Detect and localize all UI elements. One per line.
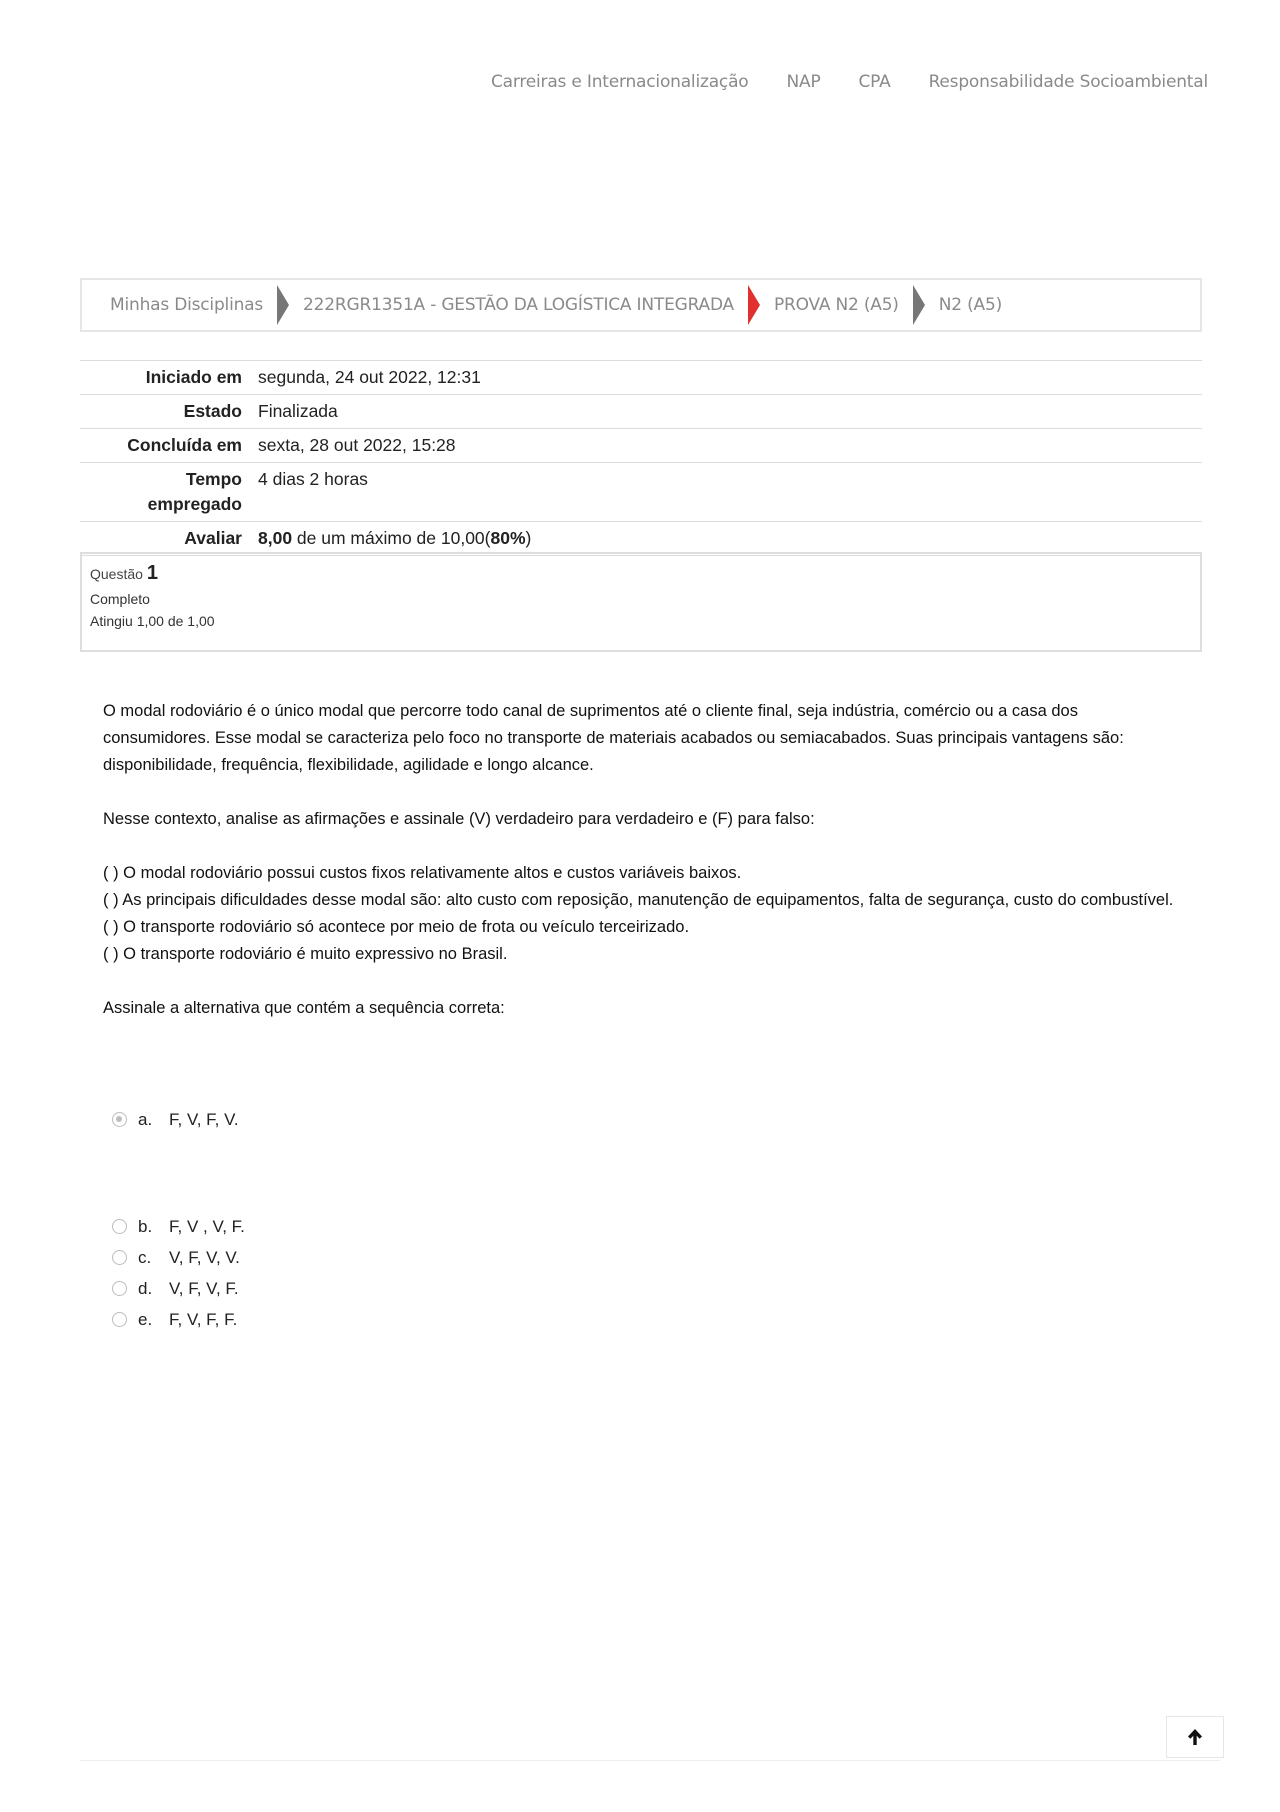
answer-text: V, F, V, F.	[169, 1278, 239, 1298]
answer-option-c[interactable]	[112, 1242, 245, 1273]
grade-score: 8,00	[258, 528, 293, 548]
grade-middle: de um máximo de 10,00(	[292, 528, 491, 548]
summary-value: sexta, 28 out 2022, 15:28	[250, 429, 1202, 463]
answer-option-e[interactable]	[112, 1304, 245, 1335]
answer-text: F, V, F, V.	[169, 1109, 239, 1129]
summary-label-line: empregado	[147, 494, 242, 514]
attempt-summary-table	[80, 360, 1202, 556]
question-status: Completo	[90, 591, 150, 607]
question-number	[90, 562, 1192, 585]
radio-unchecked-icon[interactable]	[112, 1219, 127, 1234]
answer-letter: c.	[138, 1247, 152, 1267]
summary-row-started	[80, 361, 1202, 395]
question-statements	[103, 860, 1183, 968]
summary-label	[80, 463, 250, 522]
breadcrumb-item-minhas-disciplinas[interactable]: Minhas Disciplinas	[110, 295, 264, 315]
question-text	[103, 698, 1183, 1049]
radio-checked-icon[interactable]	[112, 1112, 127, 1127]
statement-item: ( ) O transporte rodoviário é muito expressivo no Brasil.	[103, 945, 508, 963]
answer-option-d[interactable]	[112, 1273, 245, 1304]
summary-row-grade	[80, 522, 1202, 556]
question-intro: O modal rodoviário é o único modal que percorre todo canal de suprimentos até o cliente final, seja indústria, comércio ou a casa dos consumidores. Esse modal se caracteriza pelo foco no transporte de materiais acabados ou semiacabados. Suas principais vantagens são: disponibilidade, frequência, flexibilidade, agilidade e longo alcance.	[103, 702, 1124, 774]
nav-link-responsabilidade[interactable]: Responsabilidade Socioambiental	[928, 72, 1208, 92]
answer-letter: e.	[138, 1309, 153, 1329]
breadcrumb-separator-icon	[277, 285, 289, 325]
summary-value: Finalizada	[250, 395, 1202, 429]
arrow-up-icon	[1187, 1728, 1203, 1746]
summary-value: 4 dias 2 horas	[250, 463, 1202, 522]
statement-item: ( ) O transporte rodoviário só acontece por meio de frota ou veículo terceirizado.	[103, 918, 690, 936]
answer-option-b[interactable]	[112, 1211, 245, 1242]
question-info-box	[80, 552, 1202, 652]
radio-unchecked-icon[interactable]	[112, 1312, 127, 1327]
answer-letter: a.	[138, 1109, 153, 1129]
summary-label: Concluída em	[80, 429, 250, 463]
summary-row-time	[80, 463, 1202, 522]
answer-letter: d.	[138, 1278, 153, 1298]
question-mark: Atingiu 1,00 de 1,00	[90, 613, 215, 629]
answer-text: V, F, V, V.	[169, 1247, 240, 1267]
radio-unchecked-icon[interactable]	[112, 1281, 127, 1296]
summary-label: Avaliar	[80, 522, 250, 556]
summary-row-state	[80, 395, 1202, 429]
breadcrumb-item-exam[interactable]: PROVA N2 (A5)	[773, 295, 899, 315]
answer-row[interactable]	[112, 1104, 239, 1135]
back-to-top-button[interactable]	[1166, 1716, 1224, 1758]
summary-row-completed	[80, 429, 1202, 463]
nav-link-carreiras[interactable]: Carreiras e Internacionalização	[490, 72, 749, 92]
question-prefix: Questão	[90, 566, 143, 582]
question-prompt: Assinale a alternativa que contém a sequência correta:	[103, 999, 505, 1017]
nav-link-cpa[interactable]: CPA	[858, 72, 891, 92]
answer-text: F, V , V, F.	[169, 1216, 245, 1236]
breadcrumb-separator-icon	[748, 285, 760, 325]
summary-value: segunda, 24 out 2022, 12:31	[250, 361, 1202, 395]
grade-end: )	[525, 528, 532, 548]
summary-label-line: Tempo	[185, 469, 242, 489]
breadcrumb	[80, 278, 1202, 332]
nav-link-nap[interactable]: NAP	[786, 72, 821, 92]
summary-label: Iniciado em	[80, 361, 250, 395]
top-navigation	[491, 72, 1208, 92]
answer-option-a[interactable]	[112, 1104, 239, 1135]
answer-letter: b.	[138, 1216, 153, 1236]
footer-divider	[80, 1760, 1220, 1761]
grade-percent: 80%	[490, 528, 526, 548]
summary-value	[250, 522, 1202, 556]
question-instruction: Nesse contexto, analise as afirmações e assinale (V) verdadeiro para verdadeiro e (F) para falso:	[103, 810, 815, 828]
summary-label: Estado	[80, 395, 250, 429]
question-number-value: 1	[146, 562, 158, 584]
breadcrumb-item-course[interactable]: 222RGR1351A - GESTÃO DA LOGÍSTICA INTEGRADA	[303, 295, 734, 315]
answer-text: F, V, F, F.	[169, 1309, 238, 1329]
breadcrumb-separator-icon	[913, 285, 925, 325]
statement-item: ( ) O modal rodoviário possui custos fixos relativamente altos e custos variáveis baixos.	[103, 864, 742, 882]
answer-options-list	[112, 1211, 245, 1335]
statement-item: ( ) As principais dificuldades desse modal são: alto custo com reposição, manutenção de equipamentos, falta de segurança, custo do combustível.	[103, 891, 1174, 909]
breadcrumb-item-current[interactable]: N2 (A5)	[938, 295, 1002, 315]
radio-unchecked-icon[interactable]	[112, 1250, 127, 1265]
